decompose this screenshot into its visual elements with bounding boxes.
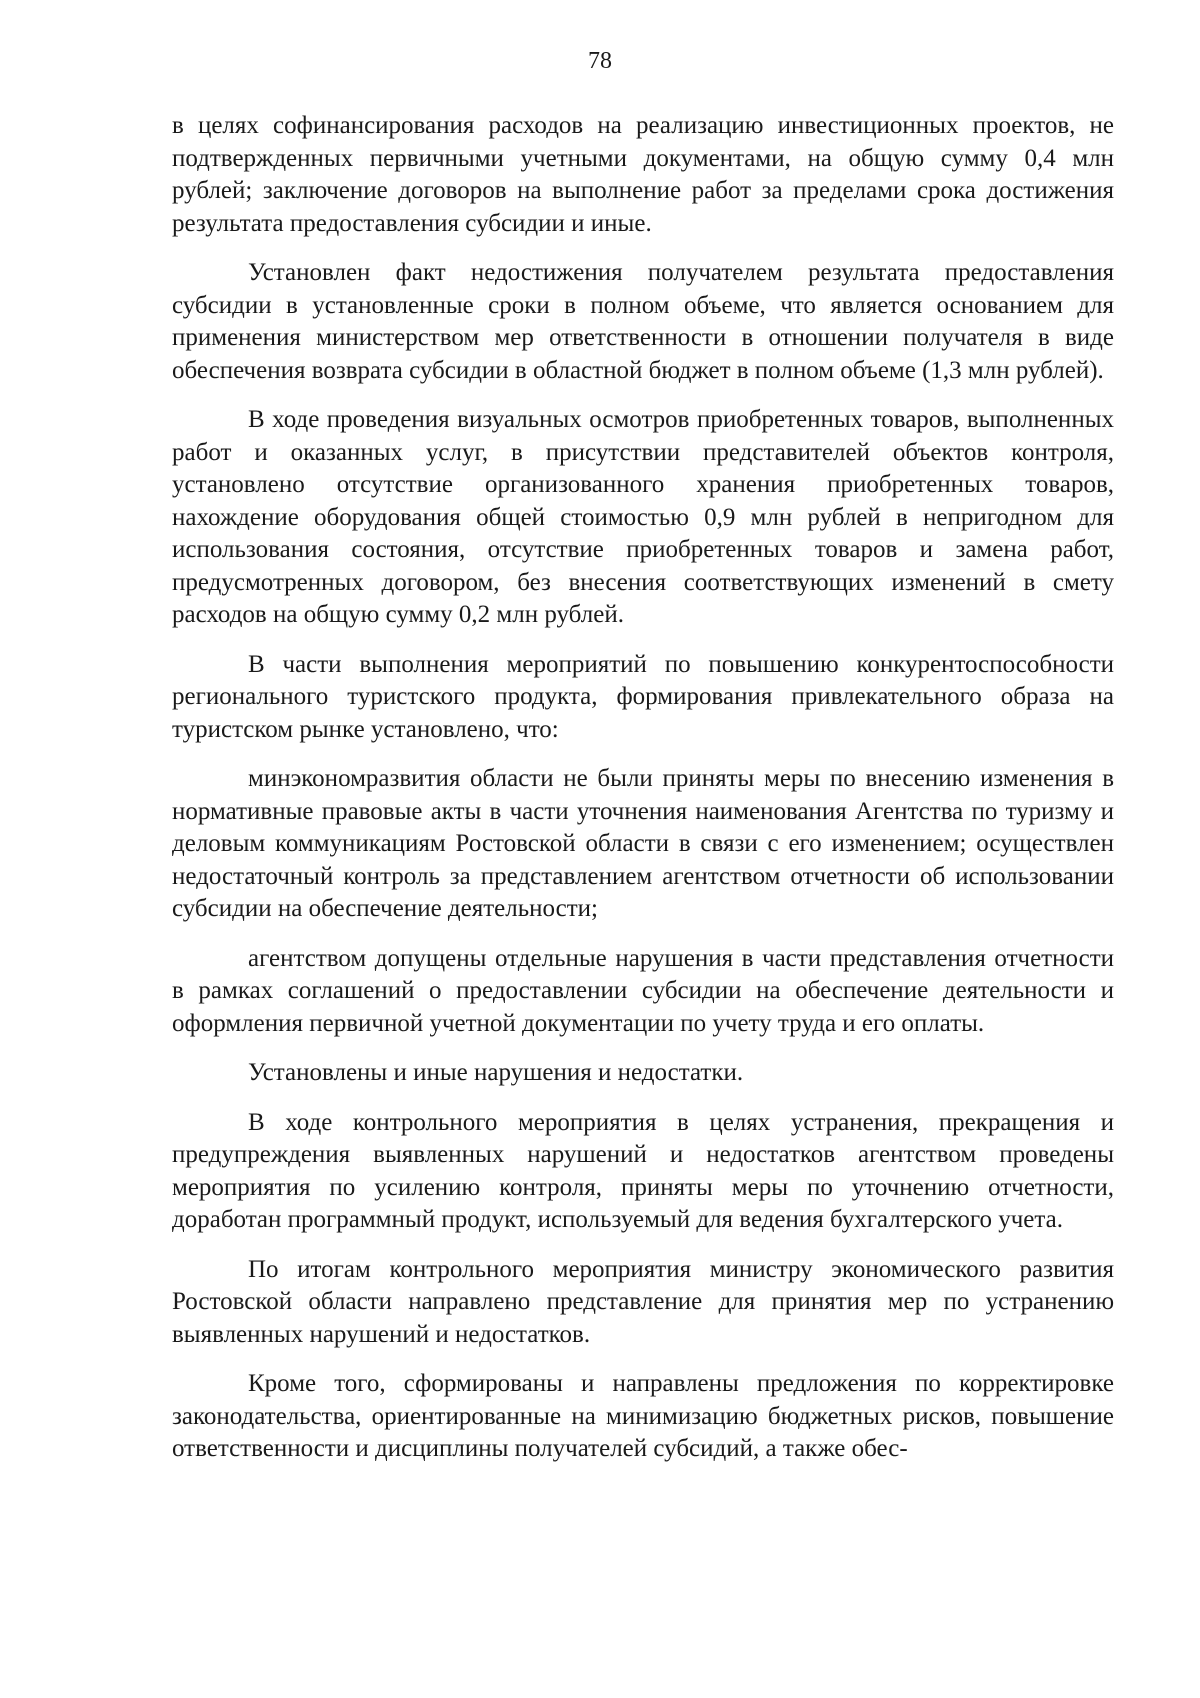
paragraph-other-violations: Установлены и иные нарушения и недостатки. xyxy=(248,1059,744,1086)
document-body xyxy=(172,110,1114,1483)
paragraph-agency-violations: агентством допущены отдельные нарушения в части представления отчетности в рамках соглашений о предоставлении субсидии на обеспечение деятельности и оформления первичной учетной документации по учету труда и его оплаты. xyxy=(172,944,1114,1037)
paragraph-continuation: в целях софинансирования расходов на реализацию инвестиционных проектов, не подтвержденных первичными учетными документами, на общую сумму 0,4 млн рублей; заключение договоров на выполнение работ за пределами срока достижения результата предоставления субсидии и иные. xyxy=(172,112,1114,237)
paragraph-ministry-findings: минэкономразвития области не были приняты меры по внесению изменения в нормативные правовые акты в части уточнения наименования Агентства по туризму и деловым коммуникациям Ростовской области в связи с его изменением; осуществлен недостаточный контроль за представлением агентством отчетности об использовании субсидии на обеспечение деятельности; xyxy=(172,765,1114,922)
paragraph-tourism-measures: В части выполнения мероприятий по повышению конкурентоспособности регионального туристского продукта, формирования привлекательного образа на туристском рынке установлено, что: xyxy=(172,650,1114,743)
page-number: 78 xyxy=(588,48,612,74)
paragraph-corrective-actions: В ходе контрольного мероприятия в целях устранения, прекращения и предупреждения выявленных нарушений и недостатков агентством проведены мероприятия по усилению контроля, приняты меры по уточнению отчетности, доработан программный продукт, используемый для ведения бухгалтерского учета. xyxy=(172,1108,1114,1233)
paragraph-subsidy-shortfall: Установлен факт недостижения получателем результата предоставления субсидии в установленные сроки в полном объеме, что является основанием для применения министерством мер ответственности в отношении получателя в виде обеспечения возврата субсидии в областной бюджет в полном объеме (1,3 млн рублей). xyxy=(172,259,1114,384)
paragraph-legislation-proposals: Кроме того, сформированы и направлены предложения по корректировке законодательства, ориентированные на минимизацию бюджетных рисков, повышение ответственности и дисциплины получателей субсидий, а также обес- xyxy=(172,1370,1114,1462)
paragraph-visual-inspection: В ходе проведения визуальных осмотров приобретенных товаров, выполненных работ и оказанных услуг, в присутствии представителей объектов контроля, установлено отсутствие организованного хранения приобретенных товаров, нахождение оборудования общей стоимостью 0,9 млн рублей в непригодном для использования состояния, отсутствие приобретенных товаров и замена работ, предусмотренных договором, без внесения соответствующих изменений в смету расходов на общую сумму 0,2 млн рублей. xyxy=(172,406,1114,628)
paragraph-submission: По итогам контрольного мероприятия министру экономического развития Ростовской области направлено представление для принятия мер по устранению выявленных нарушений и недостатков. xyxy=(172,1255,1114,1348)
